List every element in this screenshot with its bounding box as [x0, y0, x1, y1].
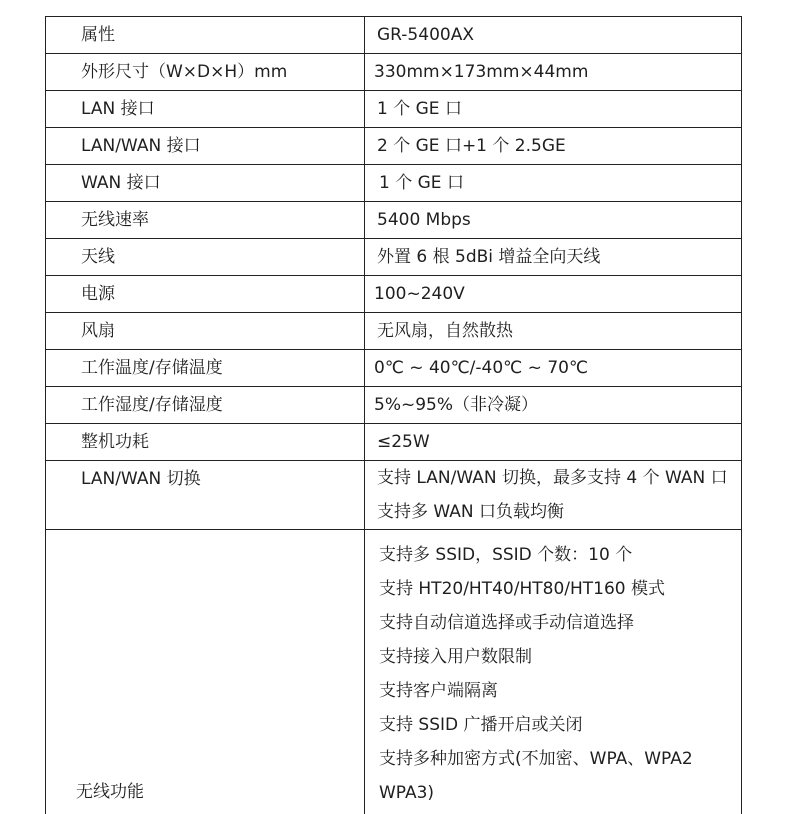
- table-row: [46, 128, 742, 165]
- row-value: 1 个 GE 口: [365, 91, 742, 128]
- row-key: 整机功耗: [46, 424, 365, 461]
- value-line: 支持接入用户数限制: [379, 640, 741, 674]
- row-value: [365, 461, 742, 530]
- row-value: ≤25W: [365, 424, 742, 461]
- value-line: 支持客户端隔离: [379, 674, 741, 708]
- row-value: 无风扇，自然散热: [365, 313, 742, 350]
- row-value: 330mm×173mm×44mm: [365, 54, 742, 91]
- table-row: [46, 17, 742, 54]
- row-value: 1 个 GE 口: [365, 165, 742, 202]
- row-key: LAN 接口: [46, 91, 365, 128]
- row-key: 无线速率: [46, 202, 365, 239]
- table-row: [46, 313, 742, 350]
- value-line: 支持自动信道选择或手动信道选择: [379, 606, 741, 640]
- table-row: [46, 165, 742, 202]
- row-key: WAN 接口: [46, 165, 365, 202]
- row-value: 2 个 GE 口+1 个 2.5GE: [365, 128, 742, 165]
- row-key: 风扇: [46, 313, 365, 350]
- table-row: [46, 461, 742, 530]
- table-row: [46, 54, 742, 91]
- value-line: 支持 LAN/WAN 切换，最多支持 4 个 WAN 口: [377, 461, 741, 495]
- row-key: 电源: [46, 276, 365, 313]
- row-value: GR-5400AX: [365, 17, 742, 54]
- row-value: [365, 530, 742, 814]
- row-value: 100~240V: [365, 276, 742, 313]
- table-row: [46, 91, 742, 128]
- row-value: 外置 6 根 5dBi 增益全向天线: [365, 239, 742, 276]
- value-line: WPA3): [379, 776, 741, 810]
- table-row: [46, 202, 742, 239]
- row-key: 外形尺寸（W×D×H）mm: [46, 54, 365, 91]
- value-line: 支持多 WAN 口负载均衡: [377, 495, 741, 529]
- value-line: 支持多种加密方式(不加密、WPA、WPA2: [379, 742, 741, 776]
- table-row: [46, 530, 742, 814]
- table-row: [46, 276, 742, 313]
- row-value: 0℃ ~ 40℃/-40℃ ~ 70℃: [365, 350, 742, 387]
- value-line: 支持多 SSID，SSID 个数：10 个: [379, 538, 741, 572]
- row-key: 工作温度/存储温度: [46, 350, 365, 387]
- value-line: 支持 SSID 广播开启或关闭: [379, 708, 741, 742]
- table-row: [46, 239, 742, 276]
- table-row: [46, 387, 742, 424]
- value-line: 支持 HT20/HT40/HT80/HT160 模式: [379, 572, 741, 606]
- row-value: 5%~95%（非冷凝）: [365, 387, 742, 424]
- row-key: 属性: [46, 17, 365, 54]
- row-key: 天线: [46, 239, 365, 276]
- row-key: 工作湿度/存储湿度: [46, 387, 365, 424]
- row-value: 5400 Mbps: [365, 202, 742, 239]
- table-row: [46, 350, 742, 387]
- row-key: LAN/WAN 接口: [46, 128, 365, 165]
- row-key: 无线功能: [46, 530, 365, 814]
- row-key: LAN/WAN 切换: [46, 461, 365, 530]
- table-row: [46, 424, 742, 461]
- spec-table: [45, 16, 742, 814]
